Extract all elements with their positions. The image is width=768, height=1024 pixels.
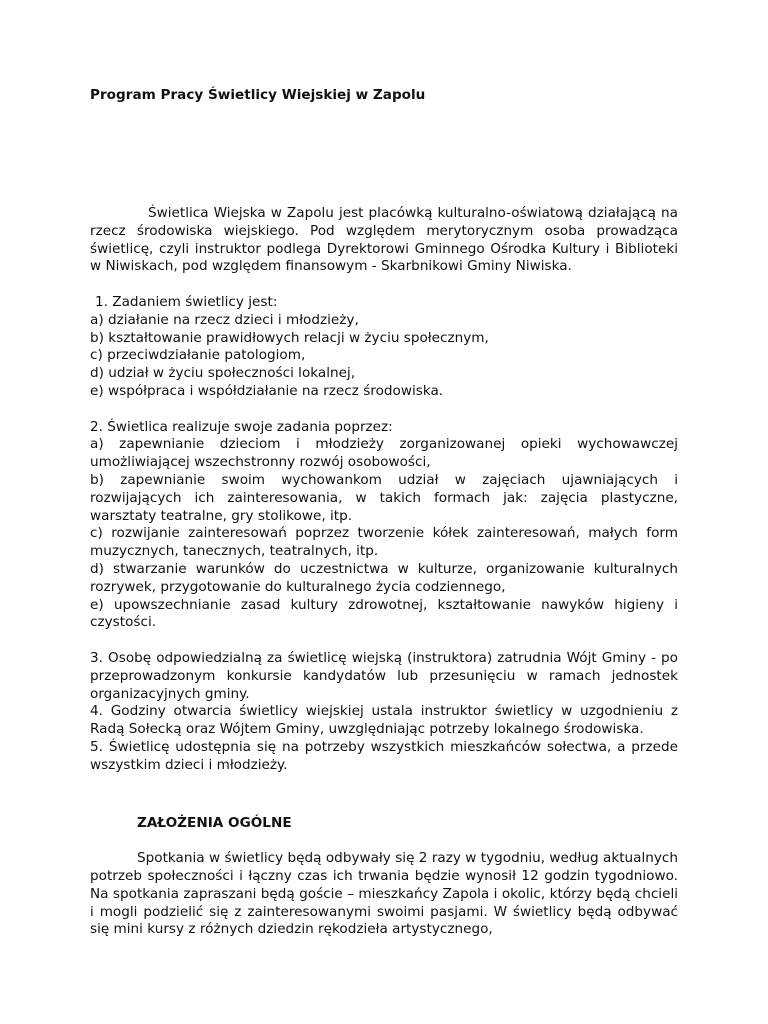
section2-item-b: b) zapewnianie swoim wychowankom udział w zajęciach ujawniających i rozwijających ich zainteresowania, w takich formach jak: zajęcia plastyczne, warsztaty teatralne, gry stolikowe, itp. [90, 471, 678, 524]
spacer [90, 775, 678, 815]
point-4: 4. Godziny otwarcia świetlicy wiejskiej ustala instruktor świetlicy w uzgodnieniu z Radą Sołecką oraz Wójtem Gminy, uwzględniając potrzeby lokalnego środowiska. [90, 703, 678, 738]
point-5: 5. Świetlicę udostępnia się na potrzeby wszystkich mieszkańców sołectwa, a przede wszystkim dzieci i młodzieży. [90, 738, 678, 773]
point-3: 3. Osobę odpowiedzialną za świetlicę wiejską (instruktora) zatrudnia Wójt Gminy - po przeprowadzonym konkursie kandydatów lub przesunięciu w ramach jednostek organizacyjnych gminy. [90, 649, 678, 702]
spacer [90, 401, 678, 419]
section2-item-d: d) stwarzanie warunków do uczestnictwa w kulturze, organizowanie kulturalnych rozrywek, przygotowanie do kulturalnego życia codziennego, [90, 560, 678, 595]
section1-item-e: e) współpraca i współdziałanie na rzecz środowiska. [90, 382, 444, 399]
intro-paragraph: Świetlica Wiejska w Zapolu jest placówką kulturalno-oświatową działającą na rzecz środowiska wiejskiego. Pod względem merytorycznym osoba prowadząca świetlicę, czyli instruktor podlega Dyrektorowi Gminnego Ośrodka Kultury i Biblioteki w Niwiskach, pod względem finansowym - Skarbnikowi Gminy Niwiska. [90, 205, 678, 275]
section2-item-e: e) upowszechnianie zasad kultury zdrowotnej, kształtowanie nawyków higieny i czystości. [90, 596, 678, 631]
spacer [90, 276, 678, 294]
section2-heading: 2. Świetlica realizuje swoje zadania poprzez: [90, 418, 393, 435]
section2-item-a: a) zapewnianie dzieciom i młodzieży zorganizowanej opieki wychowawczej umożliwiającej wszechstronny rozwój osobowości, [90, 436, 678, 471]
section2-item-c: c) rozwijanie zainteresowań poprzez tworzenie kółek zainteresowań, małych form muzycznych, tanecznych, teatralnych, itp. [90, 525, 678, 560]
section1-heading: 1. Zadaniem świetlicy jest: [95, 293, 278, 310]
assumptions-paragraph: Spotkania w świetlicy będą odbywały się 2 razy w tygodniu, według aktualnych potrzeb społeczności i łączny czas ich trwania będzie wynosił 12 godzin tygodniowo. Na spotkania zapraszani będą goście – mieszkańcy Zapola i okolic, którzy będą chcieli i mogli podzielić się z zainteresowanymi swoimi pasjami. W świetlicy będą odbywać się mini kursy z różnych dziedzin rękodzieła artystycznego, [90, 850, 678, 938]
document-title: Program Pracy Świetlicy Wiejskiej w Zapolu [90, 87, 426, 103]
section1-item-d: d) udział w życiu społeczności lokalnej, [90, 365, 356, 382]
spacer [90, 832, 678, 850]
document-page [90, 86, 678, 939]
section1-item-c: c) przeciwdziałanie patologiom, [90, 347, 306, 364]
section1-item-a: a) działanie na rzecz dzieci i młodzieży, [90, 311, 359, 328]
assumptions-heading: ZAŁOŻENIA OGÓLNE [137, 814, 292, 831]
section1-item-b: b) kształtowanie prawidłowych relacji w życiu społecznym, [90, 329, 489, 346]
spacer [90, 632, 678, 650]
